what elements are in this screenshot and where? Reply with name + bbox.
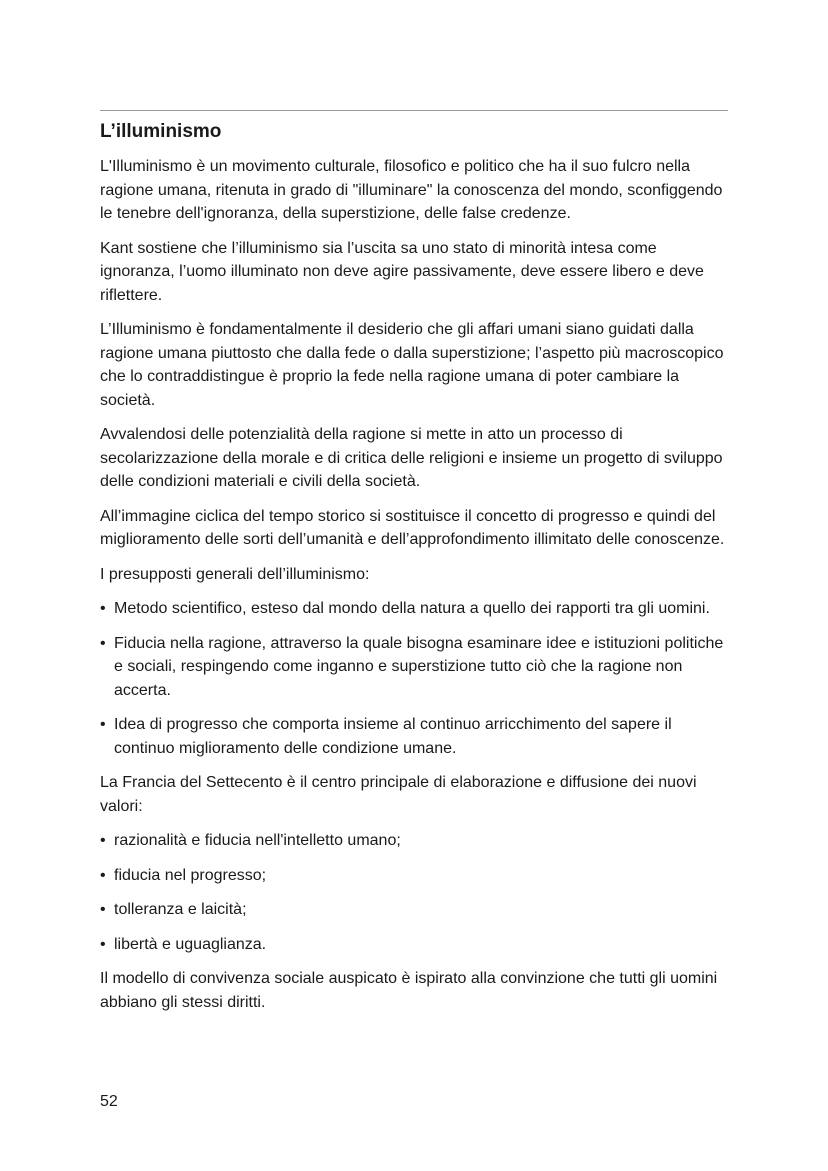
bullet-icon: • (100, 935, 106, 953)
page-number: 52 (100, 1093, 118, 1110)
list-item-text: libertà e uguaglianza. (114, 935, 267, 953)
presupposti-list (100, 597, 728, 760)
list-item-text: Fiducia nella ragione, attraverso la quale bisogna esaminare idee e istituzioni politiche e sociali, respingendo come inganno e superstizione tutto ciò che la ragione non accerta. (114, 634, 724, 699)
paragraph-kant: Kant sostiene che l’illuminismo sia l’uscita sa uno stato di minorità intesa come ignoranza, l’uomo illuminato non deve agire passivamente, deve essere libero e deve riflettere. (100, 239, 704, 304)
list-item (100, 597, 728, 621)
list-item (100, 632, 728, 703)
list-item (100, 713, 728, 760)
list-item-text: Idea di progresso che comporta insieme al continuo arricchimento del sapere il continuo miglioramento delle condizione umane. (114, 716, 672, 757)
list-item-text: Metodo scientifico, esteso dal mondo della natura a quello dei rapporti tra gli uomini. (114, 600, 710, 617)
paragraph-desiderio: L’Illuminismo è fondamentalmente il desiderio che gli affari umani siano guidati dalla ragione umana piuttosto che dalla fede o dalla superstizione; l’aspetto più macroscopico che lo contraddistingue è proprio la fede nella ragione umana di poter cambiare la società. (100, 321, 724, 409)
list-item-text: fiducia nel progresso; (114, 866, 267, 884)
section-title: L’illuminismo (100, 121, 222, 142)
bullet-icon: • (100, 600, 106, 617)
bullet-icon: • (100, 634, 106, 652)
list-item-text: razionalità e fiducia nell'intelletto umano; (114, 832, 401, 849)
bullet-icon: • (100, 832, 106, 849)
paragraph-francia: La Francia del Settecento è il centro principale di elaborazione e diffusione dei nuovi valori: (100, 774, 697, 815)
bullet-icon: • (100, 866, 106, 884)
bullet-icon: • (100, 901, 106, 918)
paragraph-secolarizzazione: Avvalendosi delle potenzialità della ragione si mette in atto un processo di secolarizzazione della morale e di critica delle religioni e insieme un progetto di sviluppo delle condizioni materiali e civili della società. (100, 426, 723, 490)
bullet-icon: • (100, 716, 106, 733)
top-rule (100, 110, 728, 111)
paragraph-intro: L'Illuminismo è un movimento culturale, filosofico e politico che ha il suo fulcro nella ragione umana, ritenuta in grado di "illuminare" la conoscenza del mondo, sconfiggendo le tenebre dell'ignoranza, della superstizione, delle false credenze. (100, 158, 723, 222)
list-item-text: tolleranza e laicità; (114, 901, 247, 918)
list-item (100, 829, 728, 853)
list-item (100, 933, 728, 957)
list-item (100, 898, 728, 922)
paragraph-presupposti-intro: I presupposti generali dell’illuminismo: (100, 565, 370, 583)
paragraph-progresso: All’immagine ciclica del tempo storico si sostituisce il concetto di progresso e quindi del miglioramento delle sorti dell’umanità e dell’approfondimento illimitato delle conoscenze. (100, 507, 725, 548)
valori-list (100, 829, 728, 956)
paragraph-conclusione: Il modello di convivenza sociale auspicato è ispirato alla convinzione che tutti gli uomini abbiano gli stessi diritti. (100, 970, 718, 1011)
page-content (100, 110, 728, 1025)
list-item (100, 864, 728, 888)
